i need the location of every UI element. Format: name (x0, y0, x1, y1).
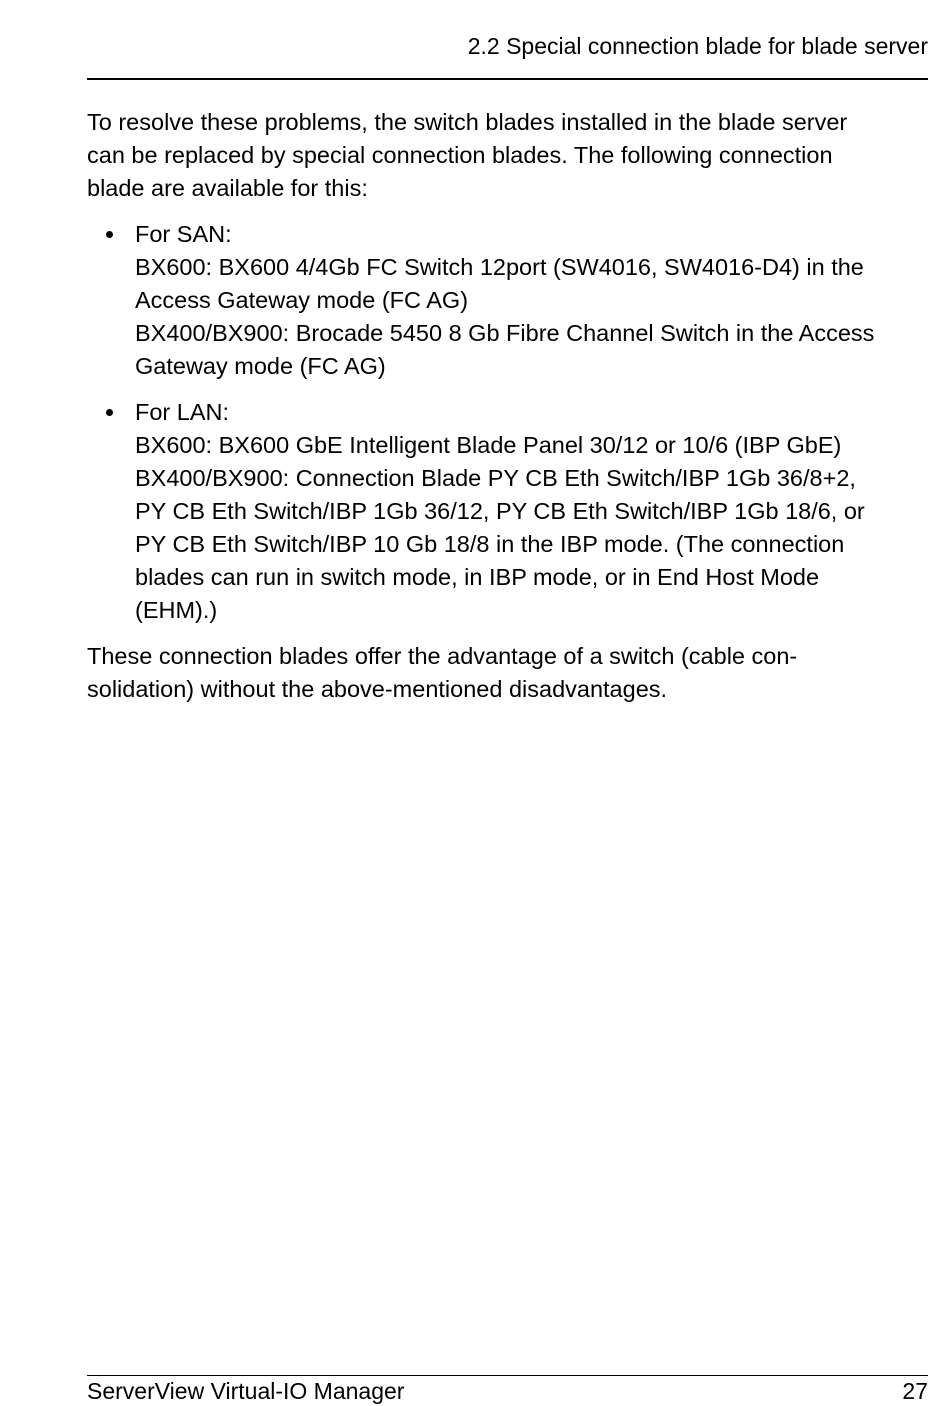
text-line: PY CB Eth Switch/IBP 10 Gb 18/8 in the IBP mode. (The connection (135, 531, 845, 557)
text-line: solidation) without the above-mentioned disadvantages. (87, 676, 668, 702)
text-line: Access Gateway mode (FC AG) (135, 287, 469, 313)
list-item-label: For SAN: (135, 221, 232, 247)
text-line: BX600: BX600 4/4Gb FC Switch 12port (SW4016, SW4016-D4) in the (135, 254, 864, 280)
list-item-lan (87, 396, 923, 627)
text-line: BX400/BX900: Brocade 5450 8 Gb Fibre Channel Switch in the Access (135, 320, 875, 346)
text-line: blade are available for this: (87, 175, 368, 201)
closing-paragraph (87, 640, 923, 706)
intro-paragraph (87, 106, 923, 205)
text-line: PY CB Eth Switch/IBP 1Gb 36/12, PY CB Eth Switch/IBP 1Gb 18/6, or (135, 498, 865, 524)
list-item-label: For LAN: (135, 399, 230, 425)
bullet-icon (106, 231, 113, 238)
text-line: To resolve these problems, the switch blades installed in the blade server (87, 109, 848, 135)
running-header: 2.2 Special connection blade for blade server (467, 33, 928, 59)
text-line: (EHM).) (135, 597, 218, 623)
header-rule (87, 78, 928, 80)
page-body (87, 106, 923, 706)
footer-manual-title: ServerView Virtual-IO Manager (87, 1378, 405, 1404)
text-line: blades can run in switch mode, in IBP mode, or in End Host Mode (135, 564, 820, 590)
text-line: BX600: BX600 GbE Intelligent Blade Panel 30/12 or 10/6 (IBP GbE) (135, 432, 842, 458)
text-line: can be replaced by special connection blades. The following connection (87, 142, 833, 168)
page-number: 27 (902, 1378, 928, 1404)
connection-blade-list (87, 218, 923, 627)
list-item-san (87, 218, 923, 383)
text-line: BX400/BX900: Connection Blade PY CB Eth Switch/IBP 1Gb 36/8+2, (135, 465, 856, 491)
text-line: These connection blades offer the advantage of a switch (cable con- (87, 643, 798, 669)
text-line: Gateway mode (FC AG) (135, 353, 386, 379)
bullet-icon (106, 409, 113, 416)
